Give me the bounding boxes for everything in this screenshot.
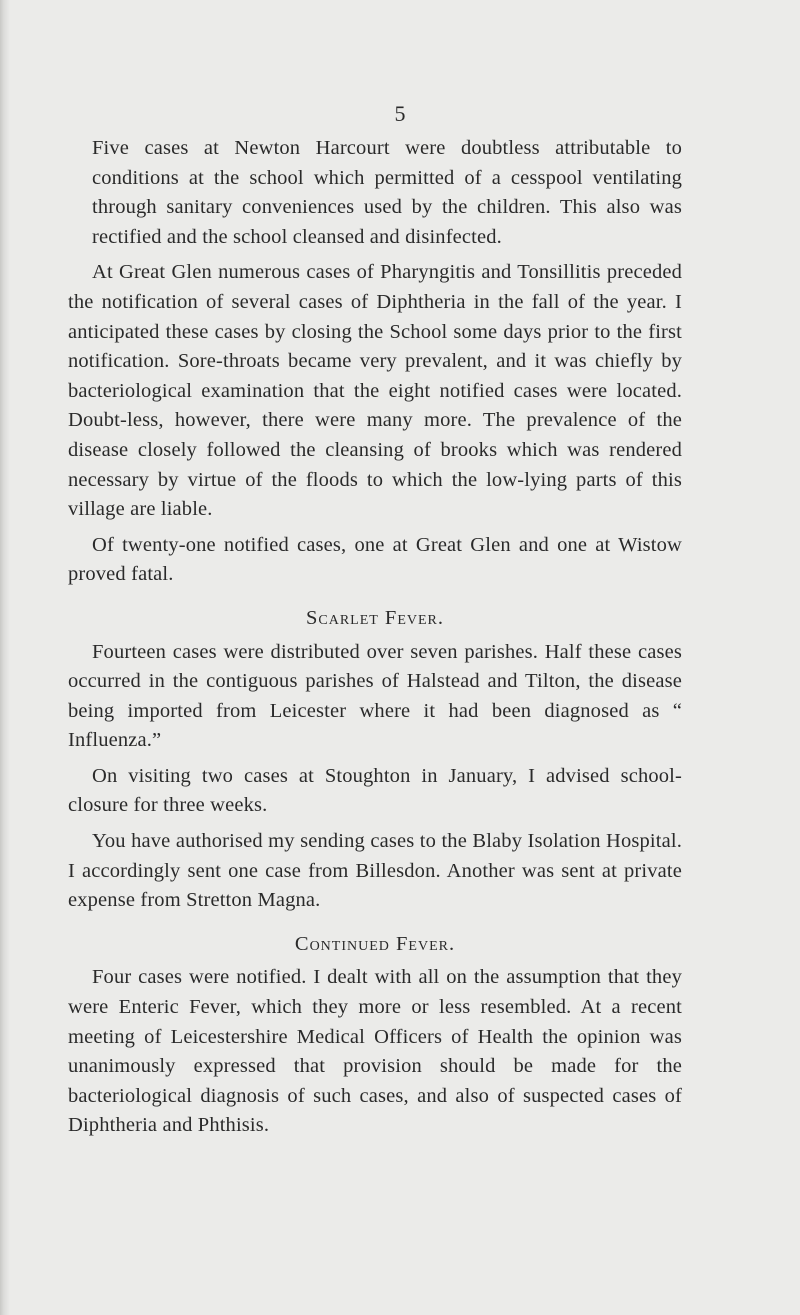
paragraph: At Great Glen numerous cases of Pharyngitis and Tonsillitis preceded the notification of several cases of Diphtheria in the fall of the year. I anticipated these cases by closing the School some days prior to the first notification. Sore-throats became very prevalent, and it was chiefly by bacteriological examination that the eight notified cases were located. Doubt-less, however, there were many more. The prevalence of the disease closely followed the cleansing of brooks which was rendered necessary by virtue of the floods to which the low-lying parts of this village are liable. [68,261,682,521]
section-heading: Scarlet Fever. [305,606,445,629]
section-heading: Continued Fever. [294,932,456,955]
paragraph: You have authorised my sending cases to the Blaby Isolation Hospital. I accordingly sent one case from Billesdon. Another was sent at private expense from Stretton Magna. [68,830,682,912]
paragraph: On visiting two cases at Stoughton in January, I advised school-closure for three weeks. [68,764,682,817]
paragraph: Five cases at Newton Harcourt were doubtless attributable to conditions at the school which permitted of a cesspool ventilating through sanitary conveniences used by the children. This also was rectified and the school cleansed and disinfected. [92,137,682,248]
paragraph: Four cases were notified. I dealt with all on the assumption that they were Enteric Fever, which they more or less resembled. At a recent meeting of Leicestershire Medical Officers of Health the opinion was unanimously expressed that provision should be made for the bacteriological diagnosis of such cases, and also of suspected cases of Diphtheria and Phthisis. [68,966,682,1137]
paragraph: Of twenty-one notified cases, one at Great Glen and one at Wistow proved fatal. [68,533,682,586]
page-body [68,134,682,1141]
page-number: 5 [394,101,406,126]
page-binding-edge [0,0,10,1315]
paragraph: Fourteen cases were distributed over seven parishes. Half these cases occurred in the contiguous parishes of Halstead and Tilton, the disease being imported from Leicester where it had been diagnosed as “ Influenza.” [68,640,682,752]
